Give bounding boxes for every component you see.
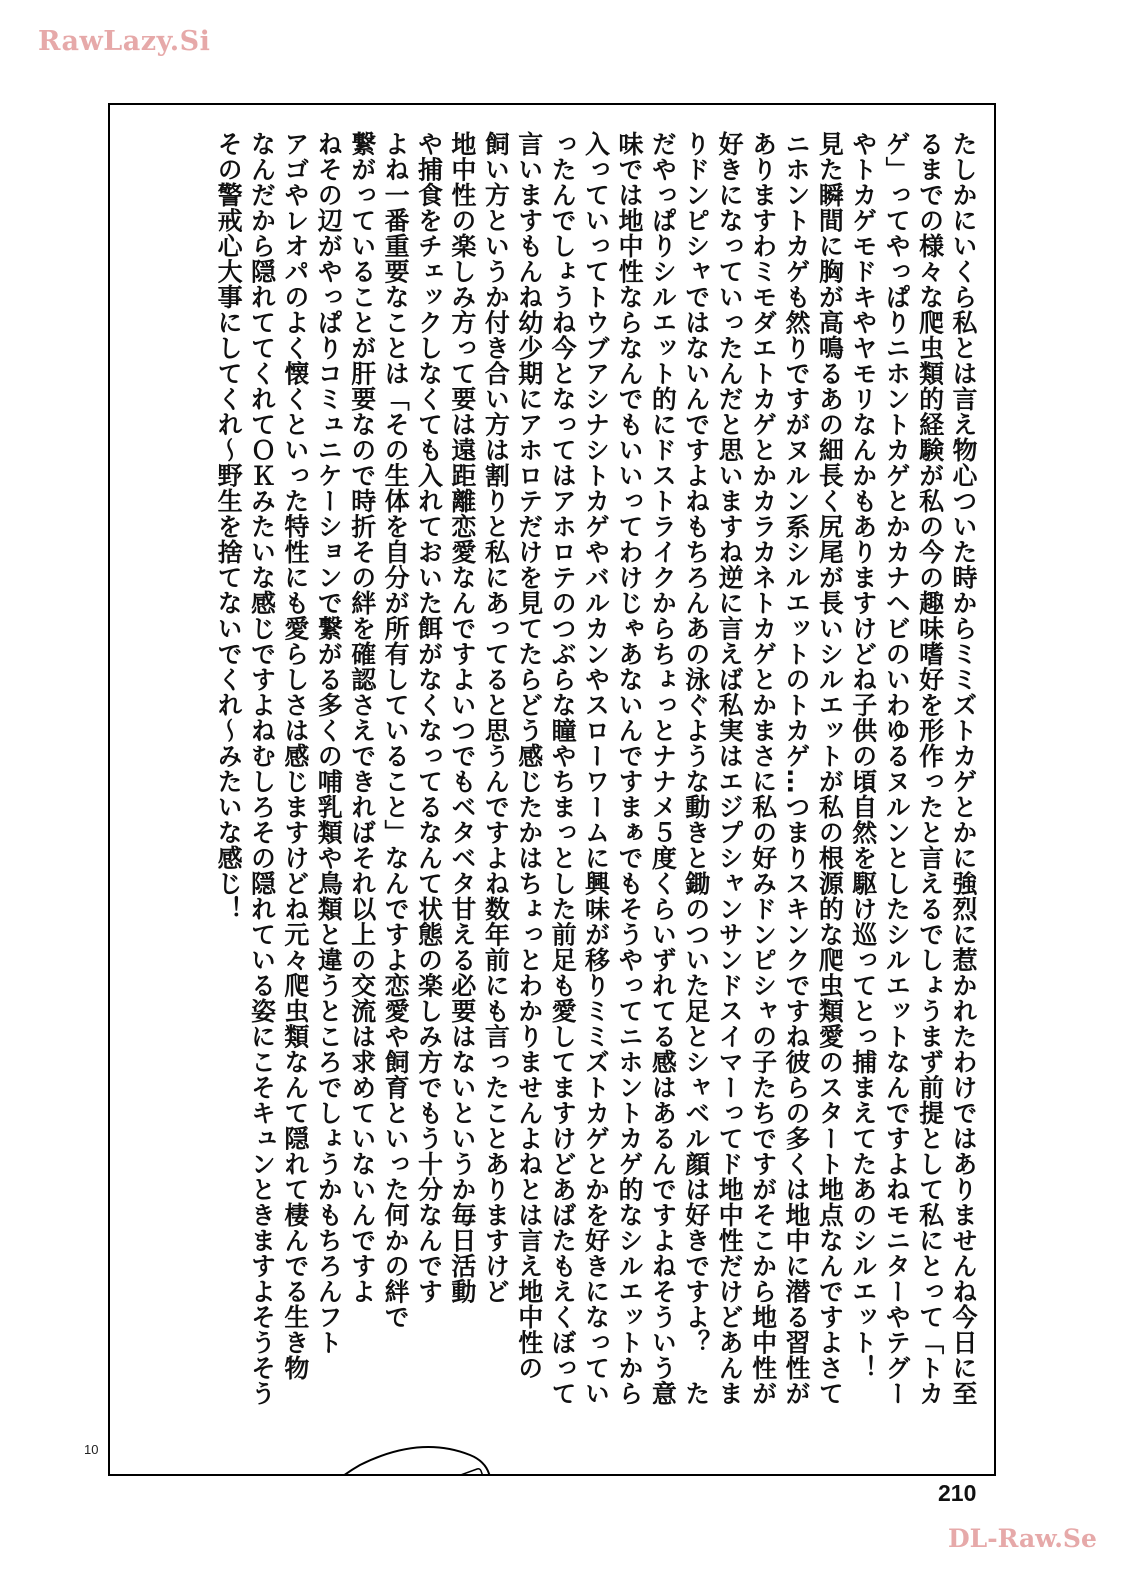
page-number: 210 [938, 1480, 977, 1506]
text-column: 飼い方というか付き合い方は割りと私にあってると思うんですよね数年前にも言ったことありますけど [481, 131, 511, 1304]
text-column: やトカゲモドキやヤモリなんかもありますけどね子供の頃自然を駆け巡ってとっ捕まえてたあのシルエット！ [848, 131, 878, 1381]
character-illustration [290, 1435, 500, 1476]
text-column: ねその辺がやっぱりコミュニケーションで繋がる多くの哺乳類や鳥類と違うところでしょうかもちろんフト [314, 131, 344, 1355]
vertical-text-block [212, 131, 980, 1461]
text-column: 地中性の楽しみ方って要は遠距離恋愛なんですよいつでもベタベタ甘える必要はないというか毎日活動 [447, 131, 477, 1304]
watermark-top: RawLazy.Si [38, 26, 211, 57]
text-column: りドンピシャではないんですよねもちろんあの泳ぐような動きと鋤のついた足とシャベル顔は好きですよ？ た [681, 131, 711, 1406]
text-column: ったんでしょうね今となってはアホロテのつぶらな瞳やちまっとした前足も愛してますけどあばたもえくぼって [548, 131, 578, 1406]
text-column: その警戒心大事にしてくれ～野生を捨てないでくれ～みたいな感じ！ [214, 131, 244, 922]
text-column: 入っていってトウブアシナシトカゲやバルカンやスローワームに興味が移りミミズトカゲとかを好きになってい [581, 131, 611, 1406]
text-column: 繋がっていることが肝要なので時折その絆を確認さえできればそれ以上の交流は求めていないんですよ [347, 131, 377, 1304]
text-column: 見た瞬間に胸が高鳴るあの細長く尻尾が長いシルエットが私の根源的な爬虫類愛のスタート地点なんですよさて [815, 131, 845, 1406]
text-column: や捕食をチェックしなくても入れておいた餌がなくなってるなんて状態の楽しみ方でもう十分なんです [414, 131, 444, 1304]
text-column: 好きになっていったんだと思いますね逆に言えば私実はエジプシャンサンドスイマーってド地中性だけどあんま [715, 131, 745, 1406]
text-column: よね一番重要なことは「その生体を自分が所有していること」なんですよ恋愛や飼育といった何かの絆で [381, 131, 411, 1330]
text-column: るまでの様々な爬虫類的経験が私の今の趣味嗜好を形作ったと言えるでしょうまず前提として私にとって「トカ [915, 131, 945, 1406]
text-frame [108, 103, 996, 1476]
watermark-bottom: DL-Raw.Se [948, 1524, 1097, 1553]
text-column: ありますわミモダエトカゲとかカラカネトカゲとかまさに私の好みドンピシャの子たちですがそこから地中性が [748, 131, 778, 1406]
text-column: だやっぱりシルエット的にドストライクからちょっとナナメ５度くらいずれてる感はあるんですよねそういう意 [648, 131, 678, 1406]
text-column: たしかにいくら私とは言え物心ついた時からミミズトカゲとかに強烈に惹かれたわけではありませんね今日に至 [949, 131, 978, 1406]
text-column: ニホントカゲも然りですがヌルン系シルエットのトカゲ…つまりスキンクですね彼らの多くは地中に潜る習性が [781, 131, 811, 1406]
text-column: なんだから隠れててくれてＯＫみたいな感じですよねむしろその隠れている姿にこそキュンときますよそうそう [247, 131, 277, 1406]
text-column: アゴやレオパのよく懐くといった特性にも愛らしさは感じますけどね元々爬虫類なんて隠れて棲んでる生き物 [280, 131, 310, 1381]
text-column: ゲ」ってやっぱりニホントカゲとかカナヘビのいわゆるヌルンとしたシルエットなんですよねモニターやテグー [882, 131, 912, 1406]
text-column: 味では地中性ならなんでもいいってわけじゃあないんですまぁでもそうやってニホントカゲ的なシルエットから [614, 131, 644, 1406]
fold-number: 10 [84, 1442, 99, 1457]
right-character-icon [399, 1468, 485, 1476]
text-column: 言いますもんね幼少期にアホロテだけを見てたらどう感じたかはちょっとわかりませんよねとは言え地中性の [514, 131, 544, 1381]
